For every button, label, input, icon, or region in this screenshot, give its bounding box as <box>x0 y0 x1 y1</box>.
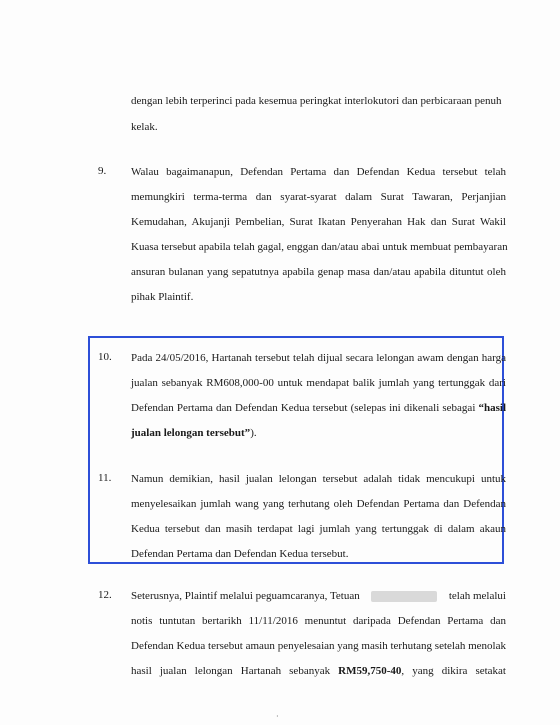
text-line: Defendan Pertama dan Defendan Kedua tersebut. <box>131 548 349 560</box>
paragraph-number: 12. <box>98 589 112 601</box>
bold-amount: RM59,750-40 <box>338 665 402 677</box>
text-line <box>131 590 506 603</box>
text-line <box>131 665 506 678</box>
text-segment: hasil jualan lelongan Hartanah sebanyak <box>131 665 331 677</box>
text-segment: , yang dikira setakat <box>401 665 506 677</box>
text-line: memungkiri terma-terma dan syarat-syarat dalam Surat Tawaran, Perjanjian <box>131 191 506 203</box>
text-line: pihak Plaintif. <box>131 291 194 303</box>
scan-speck: · <box>276 712 279 721</box>
text-segment: ). <box>250 427 257 439</box>
text-line <box>131 427 506 440</box>
text-segment: telah melalui <box>448 590 506 602</box>
bold-term: jualan lelongan tersebut” <box>131 427 251 439</box>
text-line: Defendan Kedua tersebut amaun penyelesaian yang masih terhutang setelah menolak <box>131 640 506 652</box>
paragraph-number: 9. <box>98 165 107 177</box>
text-segment: Defendan Pertama dan Defendan Kedua tersebut (selepas ini dikenali sebagai <box>131 402 476 414</box>
text-line: Walau bagaimanapun, Defendan Pertama dan Defendan Kedua tersebut telah <box>131 166 506 178</box>
text-line <box>131 402 506 415</box>
text-line: kelak. <box>131 121 158 133</box>
text-line: menyelesaikan jumlah wang yang terhutang oleh Defendan Pertama dan Defendan <box>131 498 506 510</box>
paragraph-number: 11. <box>98 472 112 484</box>
text-line: ansuran bulanan yang sepatutnya apabila genap masa dan/atau apabila dituntut oleh <box>131 266 506 278</box>
text-line: notis tuntutan bertarikh 11/11/2016 menuntut daripada Defendan Pertama dan <box>131 615 506 627</box>
bold-term: “hasil <box>478 402 506 414</box>
text-line: Kuasa tersebut apabila telah gagal, enggan dan/atau abai untuk membuat pembayaran <box>131 241 508 253</box>
text-line: dengan lebih terperinci pada kesemua peringkat interlokutori dan perbicaraan penuh <box>131 95 502 107</box>
paragraph-number: 10. <box>98 351 112 363</box>
text-line: Kemudahan, Akujanji Pembelian, Surat Ikatan Penyerahan Hak dan Surat Wakil <box>131 216 506 228</box>
text-line: Namun demikian, hasil jualan lelongan tersebut adalah tidak mencukupi untuk <box>131 473 506 485</box>
text-line: Pada 24/05/2016, Hartanah tersebut telah dijual secara lelongan awam dengan harga <box>131 352 506 364</box>
text-line: jualan sebanyak RM608,000-00 untuk mendapat balik jumlah yang tertunggak dari <box>131 377 506 389</box>
text-segment: Seterusnya, Plaintif melalui peguamcaranya, Tetuan <box>131 590 360 602</box>
text-line: Kedua tersebut dan masih terdapat lagi jumlah yang tertunggak di dalam akaun <box>131 523 506 535</box>
redacted-name <box>371 591 437 602</box>
